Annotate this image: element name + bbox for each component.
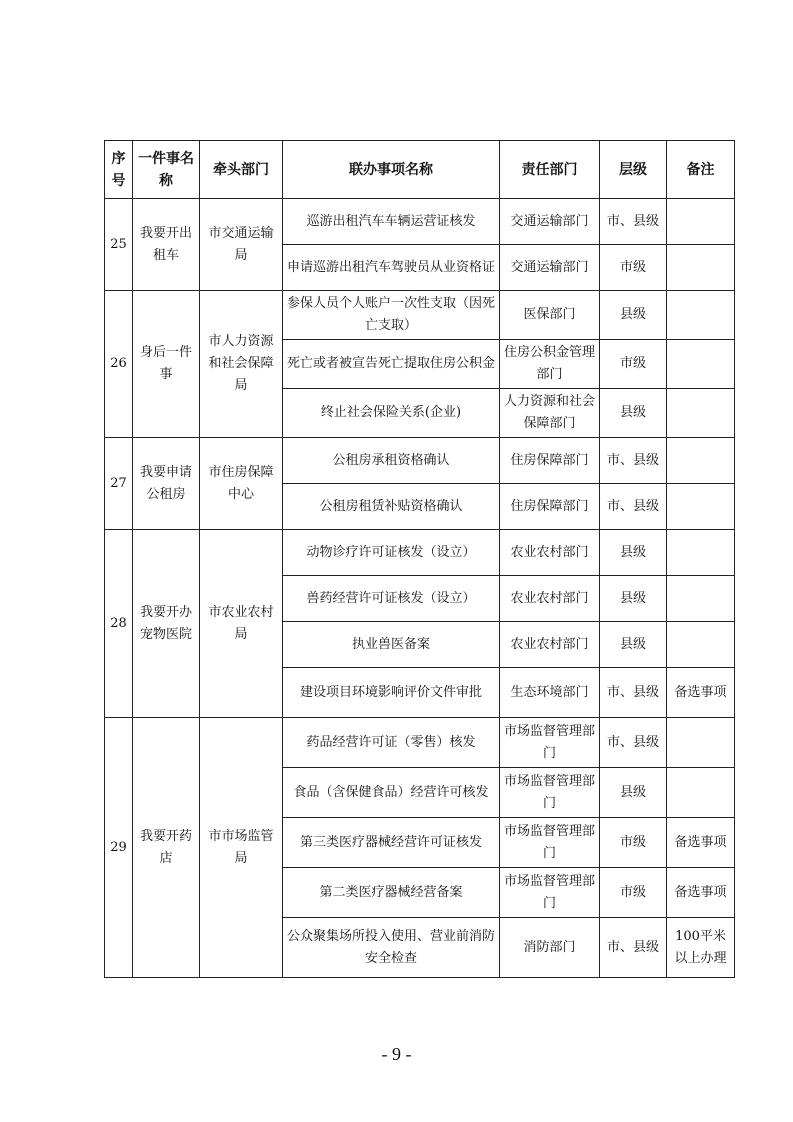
cell-joint-item: 巡游出租汽车车辆运营证核发	[283, 199, 500, 245]
cell-lead-dept: 市住房保障中心	[200, 438, 283, 530]
header-lead-dept: 牵头部门	[200, 141, 283, 199]
cell-level: 市、县级	[600, 668, 667, 718]
cell-joint-item: 公租房租赁补贴资格确认	[283, 484, 500, 530]
cell-note	[667, 389, 735, 438]
cell-matter: 我要开药店	[133, 718, 200, 978]
cell-note	[667, 718, 735, 768]
cell-resp-dept: 农业农村部门	[500, 622, 600, 668]
cell-level: 市、县级	[600, 718, 667, 768]
cell-note	[667, 576, 735, 622]
cell-matter: 我要开办宠物医院	[133, 530, 200, 718]
table-row	[105, 718, 735, 768]
cell-resp-dept: 人力资源和社会保障部门	[500, 389, 600, 438]
cell-level: 县级	[600, 389, 667, 438]
cell-resp-dept: 市场监督管理部门	[500, 868, 600, 918]
cell-lead-dept: 市市场监管局	[200, 718, 283, 978]
cell-note: 备选事项	[667, 868, 735, 918]
cell-seq: 26	[105, 291, 133, 438]
cell-joint-item: 兽药经营许可证核发（设立）	[283, 576, 500, 622]
cell-seq: 25	[105, 199, 133, 291]
cell-joint-item: 死亡或者被宣告死亡提取住房公积金	[283, 340, 500, 389]
cell-joint-item: 参保人员个人账户一次性支取（因死亡支取）	[283, 291, 500, 340]
table-row	[105, 530, 735, 576]
cell-note	[667, 199, 735, 245]
cell-note	[667, 438, 735, 484]
cell-note: 备选事项	[667, 668, 735, 718]
cell-note	[667, 245, 735, 291]
cell-level: 县级	[600, 291, 667, 340]
cell-resp-dept: 住房保障部门	[500, 484, 600, 530]
cell-joint-item: 公租房承租资格确认	[283, 438, 500, 484]
cell-note: 备选事项	[667, 818, 735, 868]
table-row	[105, 199, 735, 245]
cell-resp-dept: 消防部门	[500, 918, 600, 978]
cell-lead-dept: 市交通运输局	[200, 199, 283, 291]
cell-joint-item: 公众聚集场所投入使用、营业前消防安全检查	[283, 918, 500, 978]
cell-resp-dept: 农业农村部门	[500, 576, 600, 622]
header-level: 层级	[600, 141, 667, 199]
cell-level: 县级	[600, 768, 667, 818]
cell-joint-item: 动物诊疗许可证核发（设立）	[283, 530, 500, 576]
cell-joint-item: 药品经营许可证（零售）核发	[283, 718, 500, 768]
cell-note	[667, 622, 735, 668]
header-seq: 序号	[105, 141, 133, 199]
cell-note	[667, 768, 735, 818]
cell-resp-dept: 住房公积金管理部门	[500, 340, 600, 389]
page-number: - 9 -	[381, 1044, 412, 1064]
cell-joint-item: 申请巡游出租汽车驾驶员从业资格证	[283, 245, 500, 291]
cell-resp-dept: 生态环境部门	[500, 668, 600, 718]
cell-level: 市、县级	[600, 199, 667, 245]
cell-joint-item: 第三类医疗器械经营许可证核发	[283, 818, 500, 868]
cell-resp-dept: 市场监督管理部门	[500, 768, 600, 818]
cell-level: 市、县级	[600, 438, 667, 484]
cell-level: 市级	[600, 340, 667, 389]
cell-seq: 29	[105, 718, 133, 978]
cell-joint-item: 第二类医疗器械经营备案	[283, 868, 500, 918]
cell-lead-dept: 市农业农村局	[200, 530, 283, 718]
header-resp-dept: 责任部门	[500, 141, 600, 199]
cell-level: 县级	[600, 576, 667, 622]
cell-resp-dept: 市场监督管理部门	[500, 718, 600, 768]
cell-note	[667, 484, 735, 530]
cell-level: 市级	[600, 245, 667, 291]
cell-joint-item: 建设项目环境影响评价文件审批	[283, 668, 500, 718]
cell-seq: 27	[105, 438, 133, 530]
cell-lead-dept: 市人力资源和社会保障局	[200, 291, 283, 438]
table-row	[105, 291, 735, 340]
cell-resp-dept: 医保部门	[500, 291, 600, 340]
cell-resp-dept: 交通运输部门	[500, 199, 600, 245]
cell-note	[667, 530, 735, 576]
cell-level: 市、县级	[600, 918, 667, 978]
header-note: 备注	[667, 141, 735, 199]
table-row	[105, 438, 735, 484]
header-joint-item: 联办事项名称	[283, 141, 500, 199]
cell-level: 市、县级	[600, 484, 667, 530]
cell-note	[667, 340, 735, 389]
header-row	[105, 141, 735, 199]
header-matter: 一件事名称	[133, 141, 200, 199]
cell-level: 县级	[600, 622, 667, 668]
cell-resp-dept: 住房保障部门	[500, 438, 600, 484]
cell-level: 市级	[600, 818, 667, 868]
table-body	[105, 199, 735, 978]
cell-joint-item: 食品（含保健食品）经营许可核发	[283, 768, 500, 818]
cell-resp-dept: 市场监督管理部门	[500, 818, 600, 868]
cell-matter: 我要申请公租房	[133, 438, 200, 530]
cell-note: 100平米以上办理	[667, 918, 735, 978]
cell-resp-dept: 农业农村部门	[500, 530, 600, 576]
cell-resp-dept: 交通运输部门	[500, 245, 600, 291]
cell-joint-item: 执业兽医备案	[283, 622, 500, 668]
cell-seq: 28	[105, 530, 133, 718]
cell-joint-item: 终止社会保险关系(企业)	[283, 389, 500, 438]
cell-level: 市级	[600, 868, 667, 918]
cell-level: 县级	[600, 530, 667, 576]
cell-matter: 我要开出租车	[133, 199, 200, 291]
cell-matter: 身后一件事	[133, 291, 200, 438]
matters-table	[104, 140, 735, 978]
cell-note	[667, 291, 735, 340]
